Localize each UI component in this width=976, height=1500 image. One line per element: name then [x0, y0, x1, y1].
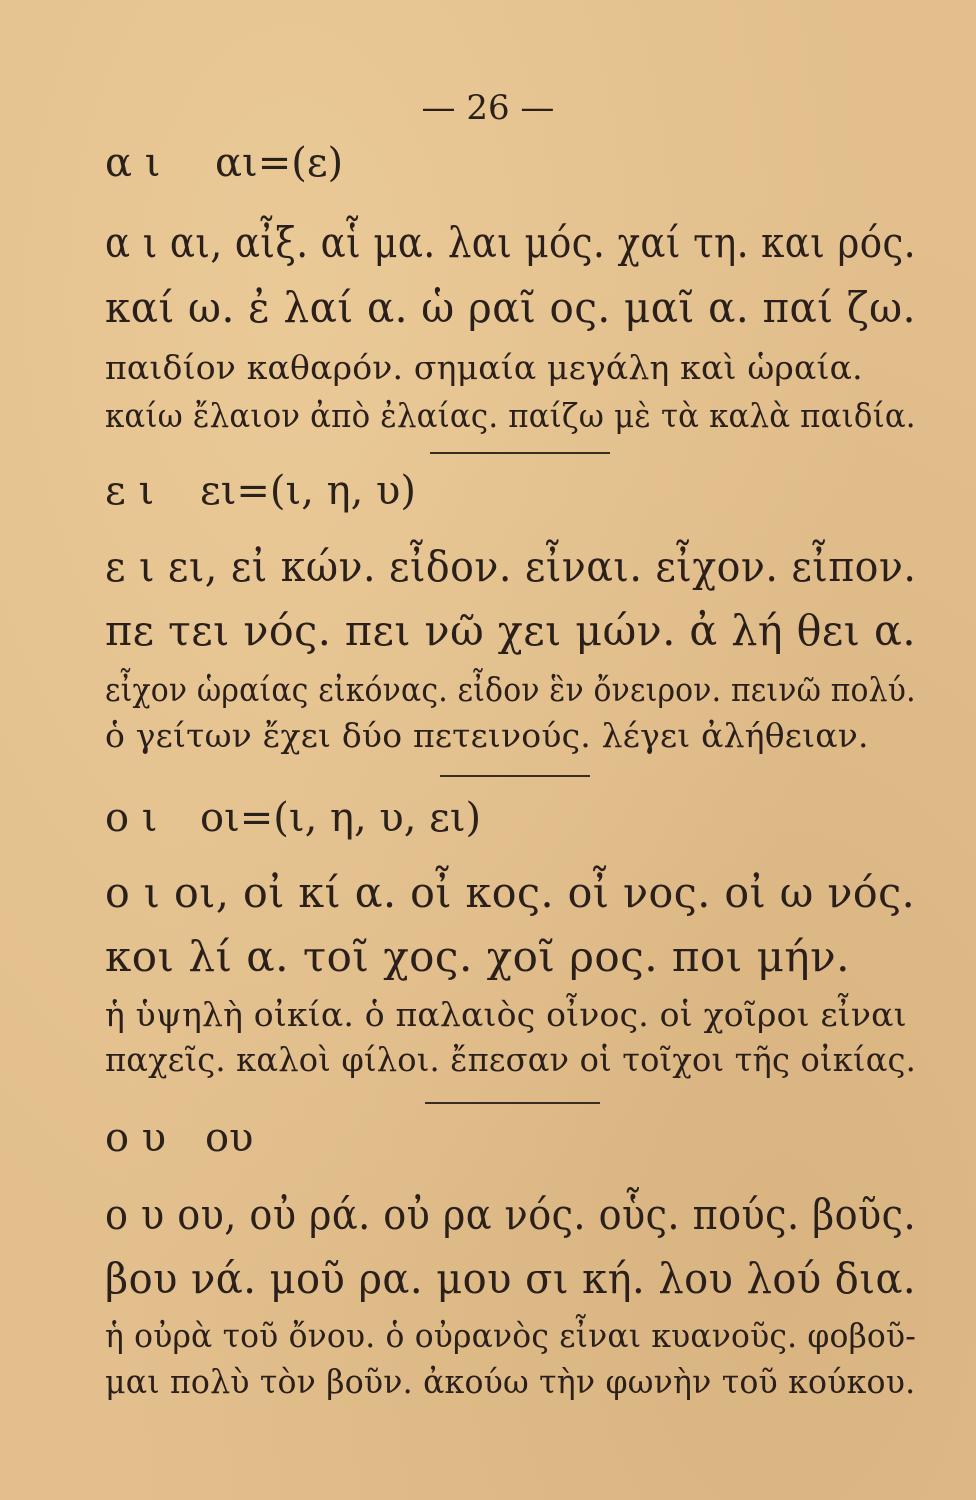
divider-3: [425, 1102, 600, 1104]
section-2-rule: ει=(ι, η, υ): [200, 468, 416, 514]
divider-2: [440, 775, 590, 777]
page-number: — 26 —: [421, 88, 555, 128]
section-2-label: ε ι: [105, 468, 155, 514]
section-4-rule: ου: [205, 1115, 254, 1161]
section-3-label: ο ι: [105, 795, 158, 841]
section-2-line-1: ε ι ει, εἰ κών. εἶδον. εἶναι. εἶχον. εἶπον.: [105, 542, 917, 591]
divider-1: [430, 452, 610, 454]
section-1-line-1: α ι αι, αἶξ. αἷ μα. λαι μός. χαί τη. και ρός.: [105, 218, 916, 267]
section-1-line-2: καί ω. ἐ λαί α. ὡ ραῖ ος. μαῖ α. παί ζω.: [105, 283, 916, 332]
section-1-label: α ι: [105, 140, 161, 186]
section-4-line-2: βου νά. μοῦ ρα. μου σι κή. λου λού δια.: [105, 1254, 917, 1303]
section-1-line-3: παιδίον καθαρόν. σημαία μεγάλη καὶ ὡραία.: [105, 348, 863, 387]
section-4-label: ο υ: [105, 1115, 167, 1161]
section-2-line-3: εἶχον ὡραίας εἰκόνας. εἶδον ἓν ὄνειρον. πεινῶ πολύ.: [105, 670, 916, 709]
section-3-line-4: παχεῖς. καλοὶ φίλοι. ἔπεσαν οἱ τοῖχοι τῆς οἰκίας.: [105, 1040, 917, 1079]
section-3-rule: οι=(ι, η, υ, ει): [200, 795, 482, 841]
section-3-line-1: ο ι οι, οἰ κί α. οἶ κος. οἶ νος. οἰ ω νός.: [105, 868, 916, 917]
section-3-line-3: ἡ ὑψηλὴ οἰκία. ὁ παλαιὸς οἶνος. οἱ χοῖροι εἶναι: [105, 995, 907, 1034]
section-4-line-4: μαι πολὺ τὸν βοῦν. ἀκούω τὴν φωνὴν τοῦ κούκου.: [105, 1362, 916, 1401]
section-4-line-1: ο υ ου, οὐ ρά. οὐ ρα νός. οὗς. πούς. βοῦς.: [105, 1190, 917, 1239]
section-4-line-3: ἡ οὐρὰ τοῦ ὄνου. ὁ οὐρανὸς εἶναι κυανοῦς. φοβοῦ-: [105, 1316, 917, 1355]
section-1-line-4: καίω ἔλαιον ἀπὸ ἐλαίας. παίζω μὲ τὰ καλὰ παιδία.: [105, 396, 916, 435]
section-2-line-2: πε τει νός. πει νῶ χει μών. ἀ λή θει α.: [105, 606, 916, 655]
section-3-line-2: κοι λί α. τοῖ χος. χοῖ ρος. ποι μήν.: [105, 932, 850, 981]
section-1-rule: αι=(ε): [215, 140, 344, 186]
section-2-line-4: ὁ γείτων ἔχει δύο πετεινούς. λέγει ἀλήθειαν.: [105, 716, 869, 755]
